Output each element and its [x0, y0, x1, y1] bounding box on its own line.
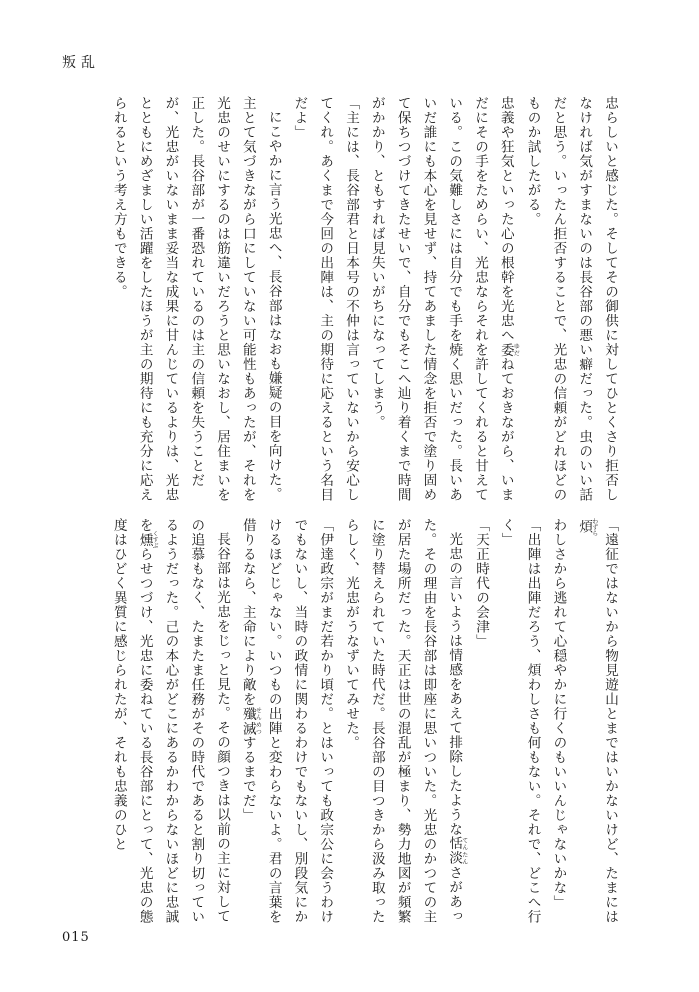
dialogue-line: [545, 518, 622, 924]
ruby-reading: ゆだ: [512, 342, 520, 357]
ruby-word: 煩わずら: [576, 518, 598, 536]
ruby-word: 委ゆだ: [497, 342, 520, 357]
ruby-word: 恬淡てんたん: [446, 836, 468, 866]
ruby-reading: てんたん: [460, 836, 468, 866]
paragraph-text: するまでだ」: [239, 735, 256, 823]
dialogue-line: 「天正時代の会津」: [473, 518, 490, 649]
paragraph: [105, 518, 234, 924]
page-number: 015: [62, 930, 90, 945]
paragraph: [337, 518, 467, 924]
lower-text-block: [66, 518, 622, 924]
running-title: 叛乱: [62, 55, 100, 71]
dialogue-line: 「出陣は出陣だろう、煩わしさも何もない。それで、どこへ行く」: [498, 518, 541, 924]
paragraph-text: 「遠征ではないから物見遊山とまではいかないけど、たまには: [602, 518, 618, 924]
ruby-reading: くすぶ: [151, 530, 159, 549]
paragraph-text: 光忠の言いようは情感をあえて排除したような: [446, 531, 463, 837]
ruby-reading: せんめつ: [254, 706, 262, 736]
paragraph-text: 忠義や狂気といった心の根幹を光忠へ: [497, 96, 514, 343]
ruby-reading: わずら: [590, 518, 598, 536]
paragraph-text: さがあった。その理由を長谷部は即座に思いついた。光忠のかつての主が居た場所だった。天正は世の混乱が極まり、勢力地図が頻繁に塗り替えられていた時代だ。長谷部の目つきから汲み取ったらしく、光忠がうなずいてみせた。: [343, 518, 463, 924]
paragraph-text: わしさから逃れて心穏やかに行くのもいいんじゃないかな」: [550, 518, 567, 910]
ruby-word: 殲滅せんめつ: [239, 706, 262, 736]
paragraph-text: ねておきながら、いまだにその手をためらい、光忠ならそれを許してくれると甘えている。この気難しさには自分でも手を焼く思いだった。長いあいだ誰にも本心を見せず、持てあました情念を拒否で塗り固めて保ちつづけてきたせいで、自分でもそこへ辿り着くまで時間がかかり、ともすれば見失いがちになってしまう。: [368, 96, 514, 502]
paragraph: にこやかに言う光忠へ、長谷部はなおも嫌疑の目を向けた。主とて気づきながら口にしていない可能性もあったが、それを光忠のせいにするのは筋違いだろうと思いなおし、居住まいを正した。長谷部が一番恐れているのは主の信頼を失うことだが、光忠がいないまま妥当な成果に甘んじているよりは、光忠とともにめざましい活躍をしたほうが主の期待にも充分に応えられるという考え方もできる。: [110, 96, 282, 502]
paragraph: [363, 96, 519, 502]
dialogue-line: 「主には、長谷部君と日本号の不仲は言っていないから安心してくれ。あくまで今回の出陣は、主の期待に応えるという名目だよ」: [291, 96, 360, 502]
ruby-word: 燻くすぶ: [136, 530, 159, 549]
paragraph-text: 「伊達政宗がまだ若かり頃だ。とはいっても政宗公に会うわけでもないし、当時の政情に関わるわけでもないし、別段気にかけるほどじゃない。いつもの出陣と変わらないよ。君の言葉を借りるなら、主命により敵を: [239, 518, 334, 924]
upper-text-block: [66, 96, 622, 502]
dialogue-line: [234, 518, 337, 924]
paragraph-text: らせつづけ、光忠に委ねている長谷部にとって、光忠の態度はひどく異質に感じられたが、それも忠義のひと: [110, 518, 153, 924]
paragraph: 忠らしいと感じた。そしてその御供に対してひとくさり拒否しなければ気がすまないのは長谷部の悪い癖だった。虫のいい話だと思う。いったん拒否することで、光忠の信頼がどれほどのものか試したがる。: [524, 96, 618, 502]
paragraph-text: 長谷部は光忠をじっと見た。その顔つきは以前の主に対しての追慕もなく、たまたま任務がその時代であると割り切っているようだった。己の本心がどこにあるかわからないほどに忠誠を: [136, 518, 231, 924]
